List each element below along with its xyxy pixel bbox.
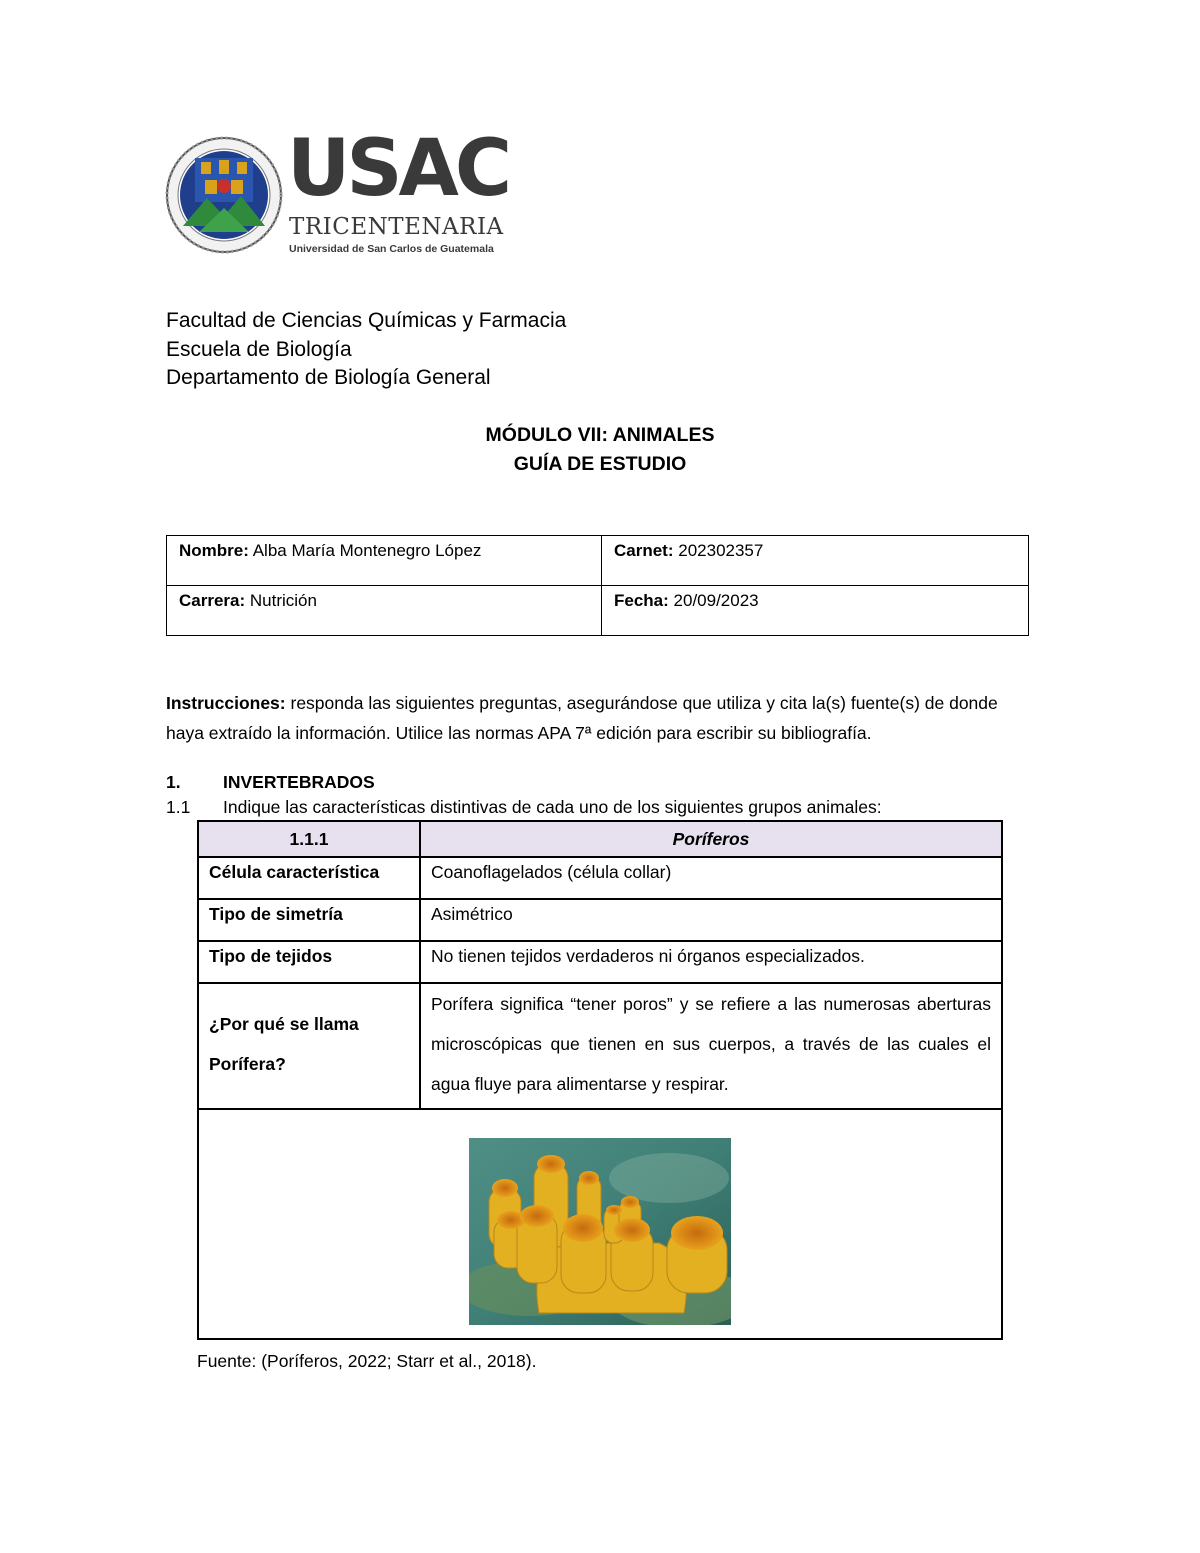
- table-row: [198, 941, 1002, 983]
- table-row-why: [198, 983, 1002, 1109]
- date-label: Fecha:: [614, 591, 669, 610]
- instructions-label: Instrucciones:: [166, 693, 286, 713]
- university-seal-icon: [165, 136, 283, 254]
- document-title: [0, 421, 1200, 478]
- student-name: Alba María Montenegro López: [252, 541, 482, 560]
- university-name: Universidad de San Carlos de Guatemala: [289, 243, 494, 255]
- name-cell: [167, 536, 602, 586]
- school-name: Escuela de Biología: [166, 337, 352, 361]
- institution-header: [166, 307, 566, 393]
- section-number: 1.: [166, 772, 181, 792]
- porifera-table: [197, 820, 1003, 1340]
- guide-title: GUÍA DE ESTUDIO: [513, 452, 687, 475]
- header-group-cell: Poríferos: [420, 821, 1002, 857]
- source-citation: Fuente: (Poríferos, 2022; Starr et al., 2018).: [197, 1351, 537, 1371]
- subsection-text: Indique las características distintivas de cada uno de los siguientes grupos animales:: [223, 797, 882, 817]
- row-label: Tipo de tejidos: [198, 941, 420, 983]
- subsection-number: 1.1: [166, 797, 191, 817]
- row-value: Coanoflagelados (célula collar): [420, 857, 1002, 899]
- instructions-text: responda las siguientes preguntas, asegurándose que utiliza y cita la(s) fuente(s) de donde haya extraído la información. Utilice las normas APA 7ª edición para escribir su bibliografía.: [166, 693, 998, 743]
- section-heading-1: [166, 772, 375, 793]
- department-name: Departamento de Biología General: [166, 366, 491, 389]
- career-cell: [167, 586, 602, 636]
- image-row: [198, 1109, 1002, 1339]
- instructions-paragraph: [166, 688, 1028, 748]
- row-value: Asimétrico: [420, 899, 1002, 941]
- why-text: Porífera significa “tener poros” y se refiere a las numerosas aberturas microscópicas que tienen en sus cuerpos, a través de las cuales el agua fluye para alimentarse y respirar.: [420, 983, 1002, 1109]
- why-label: ¿Por qué se llama Porífera?: [198, 983, 420, 1109]
- row-value: No tienen tejidos verdaderos ni órganos especializados.: [420, 941, 1002, 983]
- image-cell: [198, 1109, 1002, 1339]
- usac-wordmark: USAC: [287, 124, 509, 214]
- section-heading-1-1: [166, 797, 882, 818]
- yellow-tube-sponge-photo: [469, 1138, 731, 1325]
- tricentenaria-tagline: TRICENTENARIA: [289, 214, 504, 240]
- document-date: 20/09/2023: [673, 591, 759, 610]
- date-cell: [602, 586, 1029, 636]
- row-label: Célula característica: [198, 857, 420, 899]
- section-title: INVERTEBRADOS: [223, 772, 375, 792]
- career-label: Carrera:: [179, 591, 246, 610]
- student-info-table: [166, 535, 1029, 636]
- table-row: [198, 857, 1002, 899]
- name-label: Nombre:: [179, 541, 249, 560]
- student-carnet: 202302357: [678, 541, 764, 560]
- module-title: MÓDULO VII: ANIMALES: [485, 424, 715, 446]
- table-row: [198, 899, 1002, 941]
- carnet-label: Carnet:: [614, 541, 674, 560]
- student-career: Nutrición: [249, 591, 317, 610]
- usac-logo: [165, 124, 525, 258]
- carnet-cell: [602, 536, 1029, 586]
- table-header-row: [198, 821, 1002, 857]
- faculty-name: Facultad de Ciencias Químicas y Farmacia: [166, 309, 567, 332]
- row-label: Tipo de simetría: [198, 899, 420, 941]
- header-number-cell: 1.1.1: [198, 821, 420, 857]
